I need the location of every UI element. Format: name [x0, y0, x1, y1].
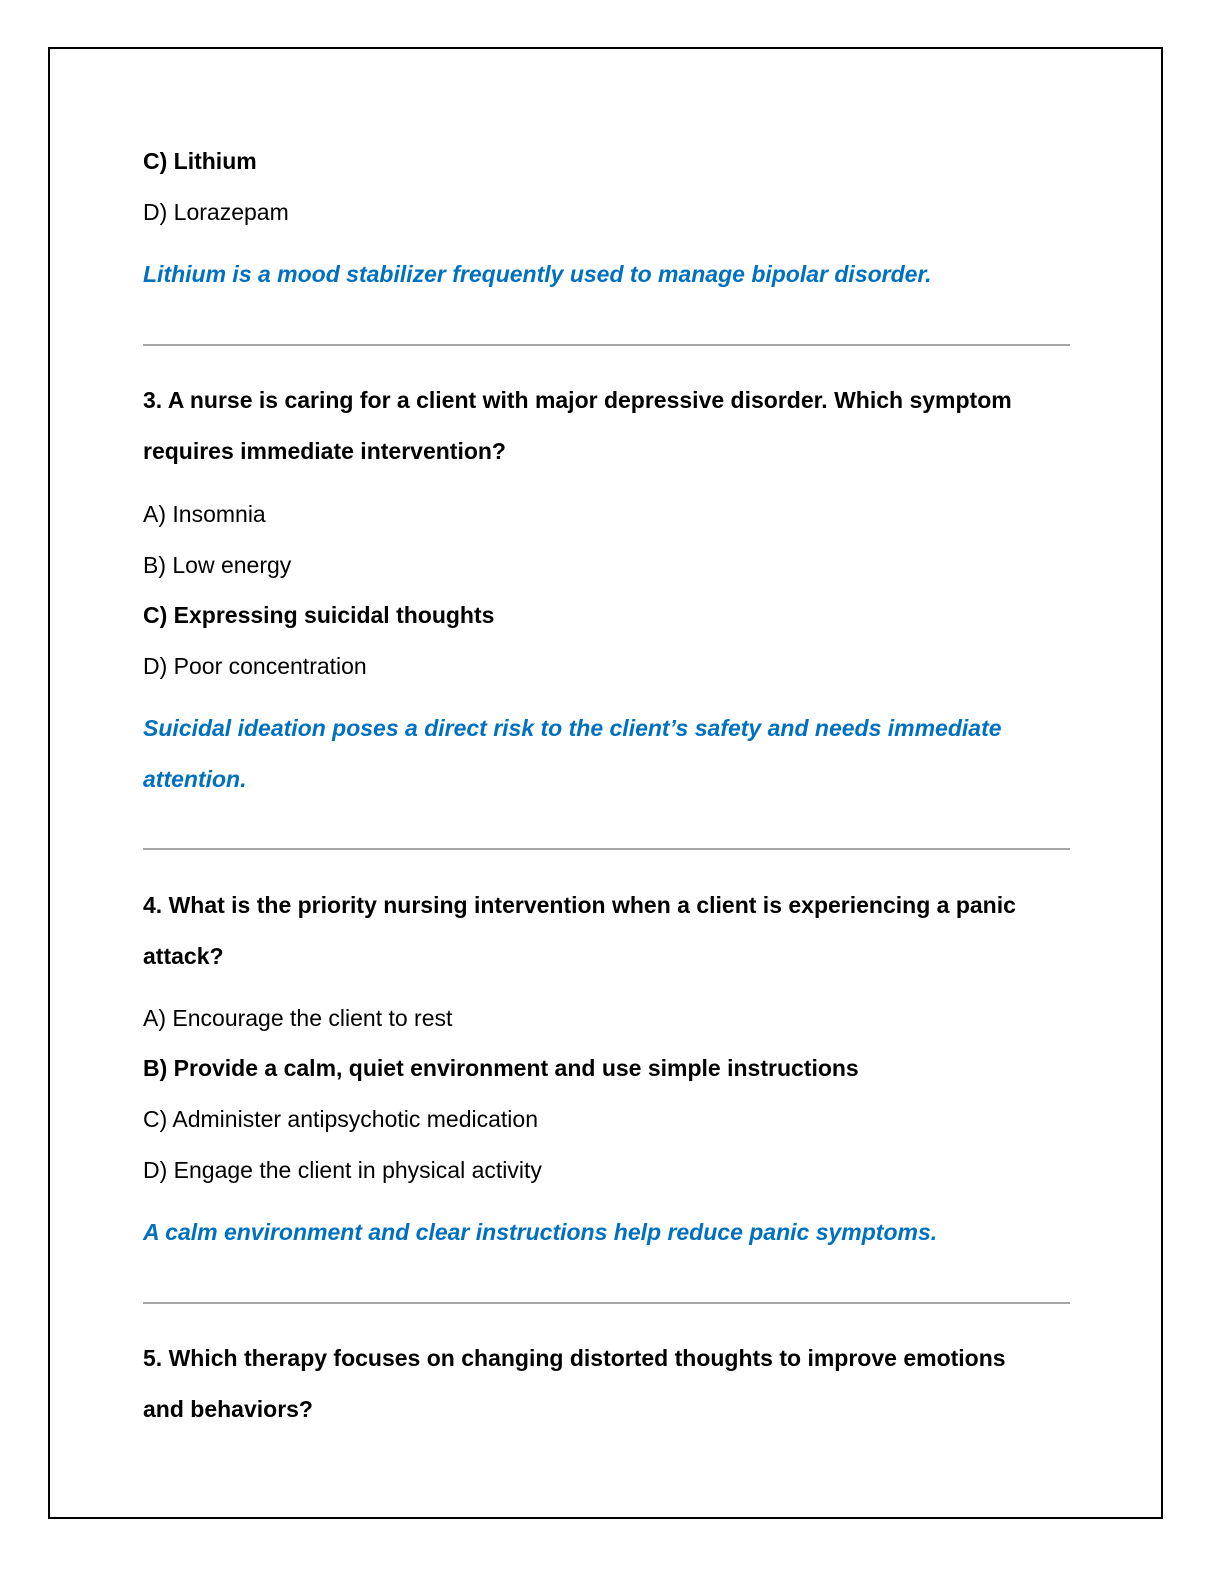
q2-explanation: Lithium is a mood stabilizer frequently used to manage bipolar disorder.	[143, 261, 932, 287]
q4-option-a: A) Encourage the client to rest	[143, 1005, 453, 1031]
divider-3	[143, 1302, 1070, 1304]
q3-option-d: D) Poor concentration	[143, 653, 367, 679]
q4-option-b-correct: B) Provide a calm, quiet environment and use simple instructions	[143, 1055, 859, 1081]
q3-question-line-2: requires immediate intervention?	[143, 438, 506, 464]
q3-option-a: A) Insomnia	[143, 501, 266, 527]
divider-1	[143, 344, 1070, 346]
q4-question-line-1: 4. What is the priority nursing intervention when a client is experiencing a panic	[143, 892, 1016, 918]
q5-question-line-2: and behaviors?	[143, 1396, 313, 1422]
q3-question-line-1: 3. A nurse is caring for a client with major depressive disorder. Which symptom	[143, 387, 1012, 413]
q4-question-line-2: attack?	[143, 943, 224, 969]
q5-question-line-1: 5. Which therapy focuses on changing distorted thoughts to improve emotions	[143, 1345, 1006, 1371]
q3-explanation-line-2: attention.	[143, 766, 247, 792]
q2-option-d: D) Lorazepam	[143, 199, 289, 225]
q4-explanation: A calm environment and clear instructions help reduce panic symptoms.	[143, 1219, 938, 1245]
q4-option-d: D) Engage the client in physical activity	[143, 1157, 542, 1183]
q4-option-c: C) Administer antipsychotic medication	[143, 1106, 538, 1132]
q3-explanation-line-1: Suicidal ideation poses a direct risk to the client’s safety and needs immediate	[143, 715, 1002, 741]
q3-option-c-correct: C) Expressing suicidal thoughts	[143, 602, 495, 628]
q3-option-b: B) Low energy	[143, 552, 292, 578]
q2-option-c-correct: C) Lithium	[143, 148, 257, 174]
divider-2	[143, 848, 1070, 850]
